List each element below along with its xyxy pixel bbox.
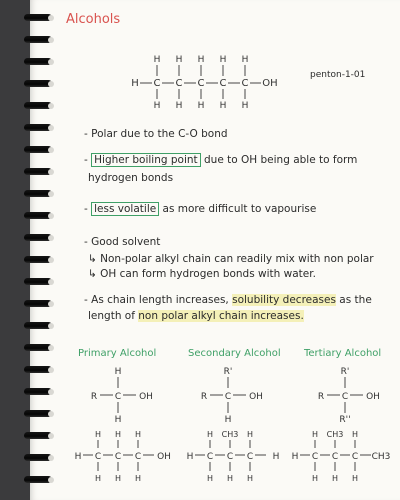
- atom-label: R: [90, 392, 98, 402]
- atom-label: H: [114, 430, 122, 439]
- atom-label: C: [206, 452, 214, 462]
- bullet-volatile: - less volatile as more difficult to vapourise: [84, 203, 317, 215]
- structure-label: penton-1-01: [310, 70, 366, 80]
- punch-hole: [48, 103, 54, 109]
- atom-label: C: [219, 78, 227, 89]
- page-title: Alcohols: [66, 12, 121, 27]
- bullet-chain-length: - As chain length increases, solubility decreases as the: [84, 294, 372, 306]
- atom-label: CH3: [326, 430, 344, 439]
- atom-label: H: [153, 55, 161, 65]
- atom-label: H: [219, 55, 227, 65]
- punch-hole: [48, 81, 54, 87]
- atom-label: C: [241, 78, 249, 89]
- atom-label: H: [272, 452, 280, 462]
- atom-label: H: [219, 101, 227, 111]
- bullet-polar: - Polar due to the C-O bond: [84, 128, 228, 140]
- punch-hole: [48, 213, 54, 219]
- heading-secondary-alcohol: Secondary Alcohol: [188, 348, 281, 359]
- punch-hole: [48, 257, 54, 263]
- atom-label: H: [311, 430, 319, 439]
- atom-label: R: [200, 392, 208, 402]
- atom-label: OH: [139, 392, 153, 402]
- atom-label: C: [197, 78, 205, 89]
- bullet-chain-length-line2: length of non polar alkyl chain increases.: [88, 310, 304, 322]
- alcohol-structures: [0, 360, 400, 500]
- atom-label: H: [311, 474, 319, 483]
- boxed-term-volatile: less volatile: [91, 202, 159, 216]
- atom-label: R': [340, 367, 350, 377]
- atom-label: H: [351, 474, 359, 483]
- atom-label: H: [246, 430, 254, 439]
- bullet-solvent-sub1: ↳ Non-polar alkyl chain can readily mix with non polar: [88, 253, 374, 265]
- bullet-boiling-point-line2: hydrogen bonds: [88, 172, 174, 184]
- atom-label: OH: [249, 392, 263, 402]
- atom-label: C: [114, 392, 122, 402]
- punch-hole: [48, 15, 54, 21]
- atom-label: CH3: [221, 430, 239, 439]
- atom-label: C: [153, 78, 161, 89]
- atom-label: H: [134, 430, 142, 439]
- atom-label: H: [134, 474, 142, 483]
- atom-label: OH: [262, 78, 278, 89]
- atom-label: H: [241, 101, 249, 111]
- atom-label: C: [351, 452, 359, 462]
- atom-label: C: [311, 452, 319, 462]
- atom-label: R: [317, 392, 325, 402]
- bullet-solvent-sub2: ↳ OH can form hydrogen bonds with water.: [88, 268, 316, 280]
- atom-label: H: [186, 452, 194, 462]
- bullet-boiling-point: - Higher boiling point due to OH being able to form: [84, 154, 358, 166]
- atom-label: H: [114, 367, 122, 377]
- atom-label: H: [74, 452, 82, 462]
- atom-label: C: [226, 452, 234, 462]
- atom-label: H: [206, 430, 214, 439]
- punch-hole: [48, 323, 54, 329]
- atom-label: H: [197, 101, 205, 111]
- atom-label: H: [114, 474, 122, 483]
- punch-hole: [48, 301, 54, 307]
- punch-hole: [48, 279, 54, 285]
- atom-label: OH: [157, 452, 171, 462]
- atom-label: C: [134, 452, 142, 462]
- atom-label: H: [331, 474, 339, 483]
- atom-label: H: [291, 452, 299, 462]
- atom-label: H: [226, 474, 234, 483]
- atom-label: C: [246, 452, 254, 462]
- atom-label: H: [224, 415, 232, 425]
- atom-label: C: [224, 392, 232, 402]
- boxed-term-boiling-point: Higher boiling point: [91, 153, 201, 167]
- atom-label: C: [94, 452, 102, 462]
- heading-primary-alcohol: Primary Alcohol: [78, 348, 157, 359]
- atom-label: H: [197, 55, 205, 65]
- heading-tertiary-alcohol: Tertiary Alcohol: [304, 348, 382, 359]
- atom-label: C: [341, 392, 349, 402]
- highlight-alkyl-chain: non polar alkyl chain increases.: [138, 310, 304, 322]
- atom-label: H: [206, 474, 214, 483]
- atom-label: H: [351, 430, 359, 439]
- punch-hole: [48, 191, 54, 197]
- punch-hole: [48, 147, 54, 153]
- bullet-solvent: - Good solvent: [84, 236, 161, 248]
- atom-label: C: [331, 452, 339, 462]
- punch-hole: [48, 37, 54, 43]
- atom-label: H: [94, 474, 102, 483]
- punch-hole: [48, 345, 54, 351]
- atom-label: OH: [366, 392, 380, 402]
- atom-label: H: [94, 430, 102, 439]
- atom-label: H: [175, 101, 183, 111]
- pentanol-structure: [125, 52, 285, 112]
- atom-label: H: [153, 101, 161, 111]
- atom-label: C: [175, 78, 183, 89]
- punch-hole: [48, 59, 54, 65]
- atom-label: C: [114, 452, 122, 462]
- atom-label: H: [175, 55, 183, 65]
- atom-label: R': [223, 367, 233, 377]
- punch-hole: [48, 125, 54, 131]
- highlight-solubility: solubility decreases: [232, 294, 336, 306]
- atom-label: H: [241, 55, 249, 65]
- atom-label: H: [246, 474, 254, 483]
- atom-label: R'': [339, 415, 351, 425]
- atom-label: H: [114, 415, 122, 425]
- punch-hole: [48, 235, 54, 241]
- atom-label: CH3: [371, 452, 391, 462]
- punch-hole: [48, 169, 54, 175]
- atom-label: H: [131, 78, 139, 89]
